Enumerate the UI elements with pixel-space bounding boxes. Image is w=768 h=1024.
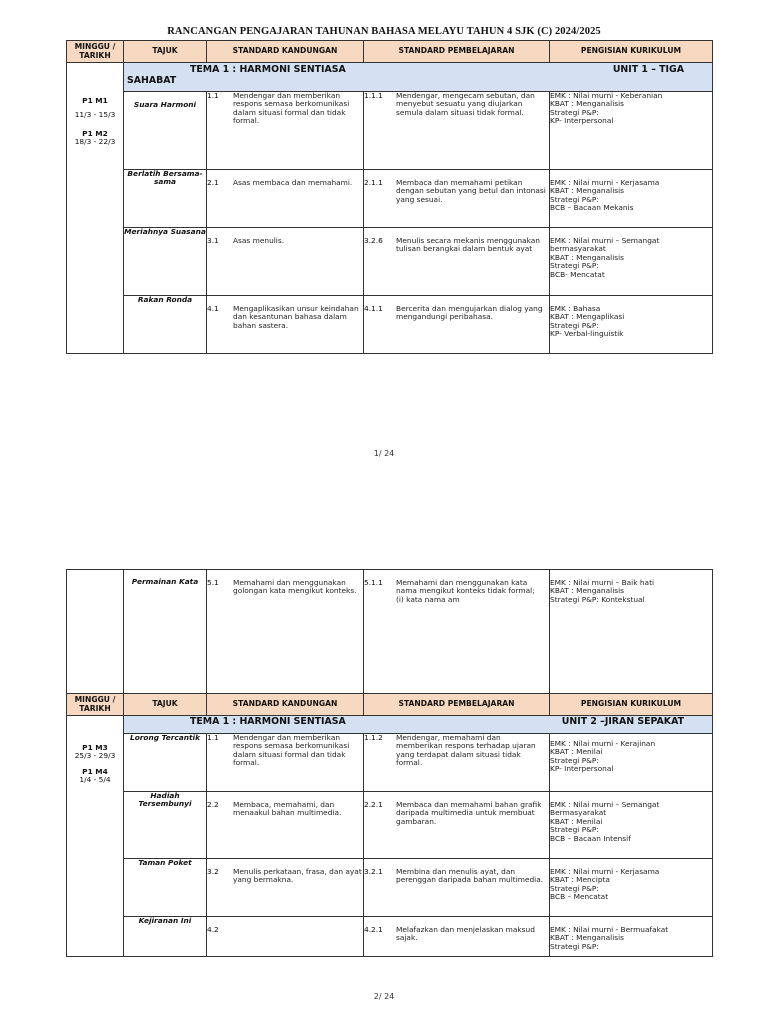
standard-pembelajaran-cell xyxy=(364,570,550,694)
standard-pembelajaran-cell xyxy=(364,734,550,792)
sp-text: Melafazkan dan menjelaskan maksud sajak. xyxy=(396,925,535,943)
standard-pembelajaran-cell xyxy=(364,917,550,957)
table-row xyxy=(67,170,713,228)
topic-cell: Berlatih Bersama-sama xyxy=(124,170,207,228)
pengisian-cell xyxy=(550,792,713,859)
topic-cell: Lorong Tercantik xyxy=(124,734,207,792)
standard-pembelajaran-cell xyxy=(364,792,550,859)
plan-table-page-1 xyxy=(66,40,713,354)
standard-kandungan-cell xyxy=(207,570,364,694)
header-standard-kandungan: STANDARD KANDUNGAN xyxy=(207,694,364,716)
sk-code: 2.1 xyxy=(207,178,219,187)
sk-text: Membaca, memahami, dan menaakul bahan multimedia. xyxy=(233,800,342,818)
standard-kandungan-cell xyxy=(207,296,364,354)
kur-line: Strategi P&P: xyxy=(550,941,599,951)
sk-text: Mendengar dan memberikan respons semasa berkomunikasi dalam situasi formal dan tidak formal. xyxy=(233,91,350,126)
sp-code: 2.2.1 xyxy=(364,800,383,809)
sk-code: 4.2 xyxy=(207,925,219,934)
topic-cell: Suara Harmoni xyxy=(124,92,207,170)
kur-line: KBAT : Menganalisis xyxy=(550,252,625,262)
table-row xyxy=(67,734,713,792)
kur-line: Strategi P&P: xyxy=(550,825,599,835)
sk-text: Mengaplikasikan unsur keindahan dan kesantunan bahasa dalam bahan sastera. xyxy=(233,304,359,330)
sk-code: 1.1 xyxy=(207,91,219,100)
page-number: 1/ 24 xyxy=(373,449,395,458)
plan-table-page-2 xyxy=(66,569,713,957)
pengisian-cell xyxy=(550,917,713,957)
table-row xyxy=(67,296,713,354)
kur-line: KBAT : Mencipta xyxy=(550,875,610,885)
topic-cell: Taman Poket xyxy=(124,859,207,917)
sk-text: Asas membaca dan memahami. xyxy=(233,178,353,187)
sp-text: Mendengar, mengecam sebutan, dan menyebut sesuatu yang diujarkan semula dalam situasi tidak formal. xyxy=(396,91,535,117)
standard-pembelajaran-cell xyxy=(364,92,550,170)
standard-pembelajaran-cell xyxy=(364,228,550,296)
week-date: 18/3 - 22/3 xyxy=(74,137,116,147)
week-cell xyxy=(67,63,124,354)
theme-banner xyxy=(124,716,713,734)
pengisian-cell xyxy=(550,570,713,694)
sk-code: 3.1 xyxy=(207,236,219,245)
sp-code: 3.2.1 xyxy=(364,867,383,876)
topic-cell: Rakan Ronda xyxy=(124,296,207,354)
kur-line: BCB- Mencatat xyxy=(550,269,605,279)
standard-kandungan-cell xyxy=(207,170,364,228)
header-tajuk: TAJUK xyxy=(124,41,207,63)
table-row xyxy=(67,792,713,859)
kur-line: Strategi P&P: xyxy=(550,755,599,765)
kur-line: KBAT : Menilai xyxy=(550,747,603,757)
sk-code: 4.1 xyxy=(207,304,219,313)
kur-line: BCB – Mencatat xyxy=(550,892,609,902)
sp-code: 4.1.1 xyxy=(364,304,383,313)
week-date: 1/4 - 5/4 xyxy=(79,775,111,785)
kur-line: KBAT : Menilai xyxy=(550,816,603,826)
standard-kandungan-cell xyxy=(207,228,364,296)
sk-text: Memahami dan menggunakan golongan kata mengikut konteks. xyxy=(233,578,357,596)
kur-line: EMK : Nilai murni - Keberanian xyxy=(550,91,663,100)
sp-code: 1.1.2 xyxy=(364,733,383,742)
sk-code: 2.2 xyxy=(207,800,219,809)
sp-text: Bercerita dan mengujarkan dialog yang mengandungi peribahasa. xyxy=(396,304,543,322)
pengisian-cell xyxy=(550,92,713,170)
sp-code: 3.2.6 xyxy=(364,236,383,245)
sp-code: 2.1.1 xyxy=(364,178,383,187)
kur-line: BCB – Bacaan Mekanis xyxy=(550,203,634,213)
theme-unit: UNIT 1 – TIGA xyxy=(612,64,684,75)
week-date: 11/3 - 15/3 xyxy=(74,110,116,120)
standard-pembelajaran-cell xyxy=(364,296,550,354)
document-title: RANCANGAN PENGAJARAN TAHUNAN BAHASA MELAYU TAHUN 4 SJK (C) 2024/2025 xyxy=(167,26,601,37)
theme-subtitle: SAHABAT xyxy=(127,75,177,86)
kur-line: EMK : Bahasa xyxy=(550,304,601,313)
table-header-row xyxy=(67,694,713,716)
sk-code: 5.1 xyxy=(207,578,219,587)
kur-line: bermasyarakat xyxy=(550,244,606,254)
standard-pembelajaran-cell xyxy=(364,170,550,228)
sp-text: Menulis secara mekanis menggunakan tulisan berangkai dalam bentuk ayat xyxy=(396,236,540,254)
table-row xyxy=(67,570,713,694)
kur-line: EMK : Nilai murni – Baik hati xyxy=(550,578,655,587)
sk-text xyxy=(233,926,363,934)
sp-code: 4.2.1 xyxy=(364,925,383,934)
header-minggu: MINGGU / TARIKH xyxy=(67,41,124,63)
standard-kandungan-cell xyxy=(207,792,364,859)
kur-line: Strategi P&P: xyxy=(550,107,599,117)
kur-line: EMK : Nilai murni - Bermuafakat xyxy=(550,925,669,934)
kur-line: KP- Interpersonal xyxy=(550,764,614,774)
pengisian-cell xyxy=(550,170,713,228)
standard-kandungan-cell xyxy=(207,917,364,957)
kur-line: Strategi P&P: xyxy=(550,883,599,893)
table-row xyxy=(67,917,713,957)
sp-text: Memahami dan menggunakan kata nama mengikut konteks tidak formal; xyxy=(396,578,535,596)
kur-line: KBAT : Menganalisis xyxy=(550,186,625,196)
week-date: 25/3 - 29/3 xyxy=(74,751,116,761)
theme-title: TEMA 1 : HARMONI SENTIASA xyxy=(190,64,346,75)
kur-line: Strategi P&P: xyxy=(550,320,599,330)
table-header-row xyxy=(67,41,713,63)
kur-line: KBAT : Menganalisis xyxy=(550,99,625,109)
sk-text: Menulis perkataan, frasa, dan ayat yang bermakna. xyxy=(233,867,362,885)
sk-text: Asas menulis. xyxy=(233,236,285,245)
standard-kandungan-cell xyxy=(207,859,364,917)
sp-text: Membaca dan memahami bahan grafik daripada multimedia untuk membuat gambaran. xyxy=(396,800,542,826)
week-label: P1 M1 xyxy=(82,96,108,105)
kur-line: BCB – Bacaan Intensif xyxy=(550,833,631,843)
kur-line: Strategi P&P: xyxy=(550,194,599,204)
table-row xyxy=(67,92,713,170)
header-standard-kandungan: STANDARD KANDUNGAN xyxy=(207,41,364,63)
theme-row xyxy=(67,63,713,92)
kur-line: KBAT : Menganalisis xyxy=(550,933,625,943)
theme-banner xyxy=(124,63,713,92)
theme-title: TEMA 1 : HARMONI SENTIASA xyxy=(190,716,346,727)
week-label: P1 M4 xyxy=(82,766,108,776)
sk-text: Mendengar dan memberikan respons semasa berkomunikasi dalam situasi formal dan tidak formal. xyxy=(233,733,350,768)
kur-line: Strategi P&P: Kontekstual xyxy=(550,594,645,604)
header-pengisian-kurikulum: PENGISIAN KURIKULUM xyxy=(550,694,713,716)
topic-cell: Permainan Kata xyxy=(124,570,207,694)
pengisian-cell xyxy=(550,734,713,792)
sp-text: Membina dan menulis ayat, dan perenggan daripada bahan multimedia. xyxy=(396,867,544,885)
table-row xyxy=(67,228,713,296)
page-number: 2/ 24 xyxy=(373,992,395,1001)
kur-line: KP- Interpersonal xyxy=(550,116,614,126)
sp-text: Mendengar, memahami dan memberikan respons terhadap ujaran yang terdapat dalam situasi tidak formal. xyxy=(396,733,536,768)
theme-row xyxy=(67,716,713,734)
header-tajuk: TAJUK xyxy=(124,694,207,716)
kur-line: KP- Verbal-linguistik xyxy=(550,329,624,339)
standard-kandungan-cell xyxy=(207,734,364,792)
kur-line: KBAT : Menganalisis xyxy=(550,586,625,596)
theme-unit: UNIT 2 –JIRAN SEPAKAT xyxy=(561,716,684,727)
kur-line: EMK : Nilai murni – Semangat xyxy=(550,800,660,809)
sp-text: Membaca dan memahami petikan dengan sebutan yang betul dan intonasi yang sesuai. xyxy=(396,178,546,204)
pengisian-cell xyxy=(550,859,713,917)
header-minggu: MINGGU / TARIKH xyxy=(67,694,124,716)
kur-line: KBAT : Mengaplikasi xyxy=(550,312,625,322)
kur-line: Strategi P&P: xyxy=(550,261,599,271)
kur-line: EMK : Nilai murni - Kerjasama xyxy=(550,178,660,187)
topic-cell: Hadiah Tersembunyi xyxy=(124,792,207,859)
week-cell-empty xyxy=(67,570,124,694)
sp-code: 5.1.1 xyxy=(364,578,383,587)
standard-pembelajaran-cell xyxy=(364,859,550,917)
week-label: P1 M3 xyxy=(82,743,108,752)
kur-line: EMK : Nilai murni - Kerajinan xyxy=(550,739,656,748)
sp-extra: (i) kata nama am xyxy=(396,594,460,604)
kur-line: EMK : Nilai murni – Semangat xyxy=(550,236,660,245)
sk-code: 1.1 xyxy=(207,733,219,742)
pengisian-cell xyxy=(550,296,713,354)
kur-line: EMK : Nilai murni - Kerjasama xyxy=(550,867,660,876)
header-standard-pembelajaran: STANDARD PEMBELAJARAN xyxy=(364,694,550,716)
standard-kandungan-cell xyxy=(207,92,364,170)
week-label: P1 M2 xyxy=(82,128,108,138)
week-cell xyxy=(67,716,124,957)
table-row xyxy=(67,859,713,917)
sp-code: 1.1.1 xyxy=(364,91,383,100)
header-standard-pembelajaran: STANDARD PEMBELAJARAN xyxy=(364,41,550,63)
header-pengisian-kurikulum: PENGISIAN KURIKULUM xyxy=(550,41,713,63)
topic-cell: Kejiranan Ini xyxy=(124,917,207,957)
topic-cell: Meriahnya Suasana xyxy=(124,228,207,296)
pengisian-cell xyxy=(550,228,713,296)
sk-code: 3.2 xyxy=(207,867,219,876)
kur-line: Bermasyarakat xyxy=(550,808,607,818)
